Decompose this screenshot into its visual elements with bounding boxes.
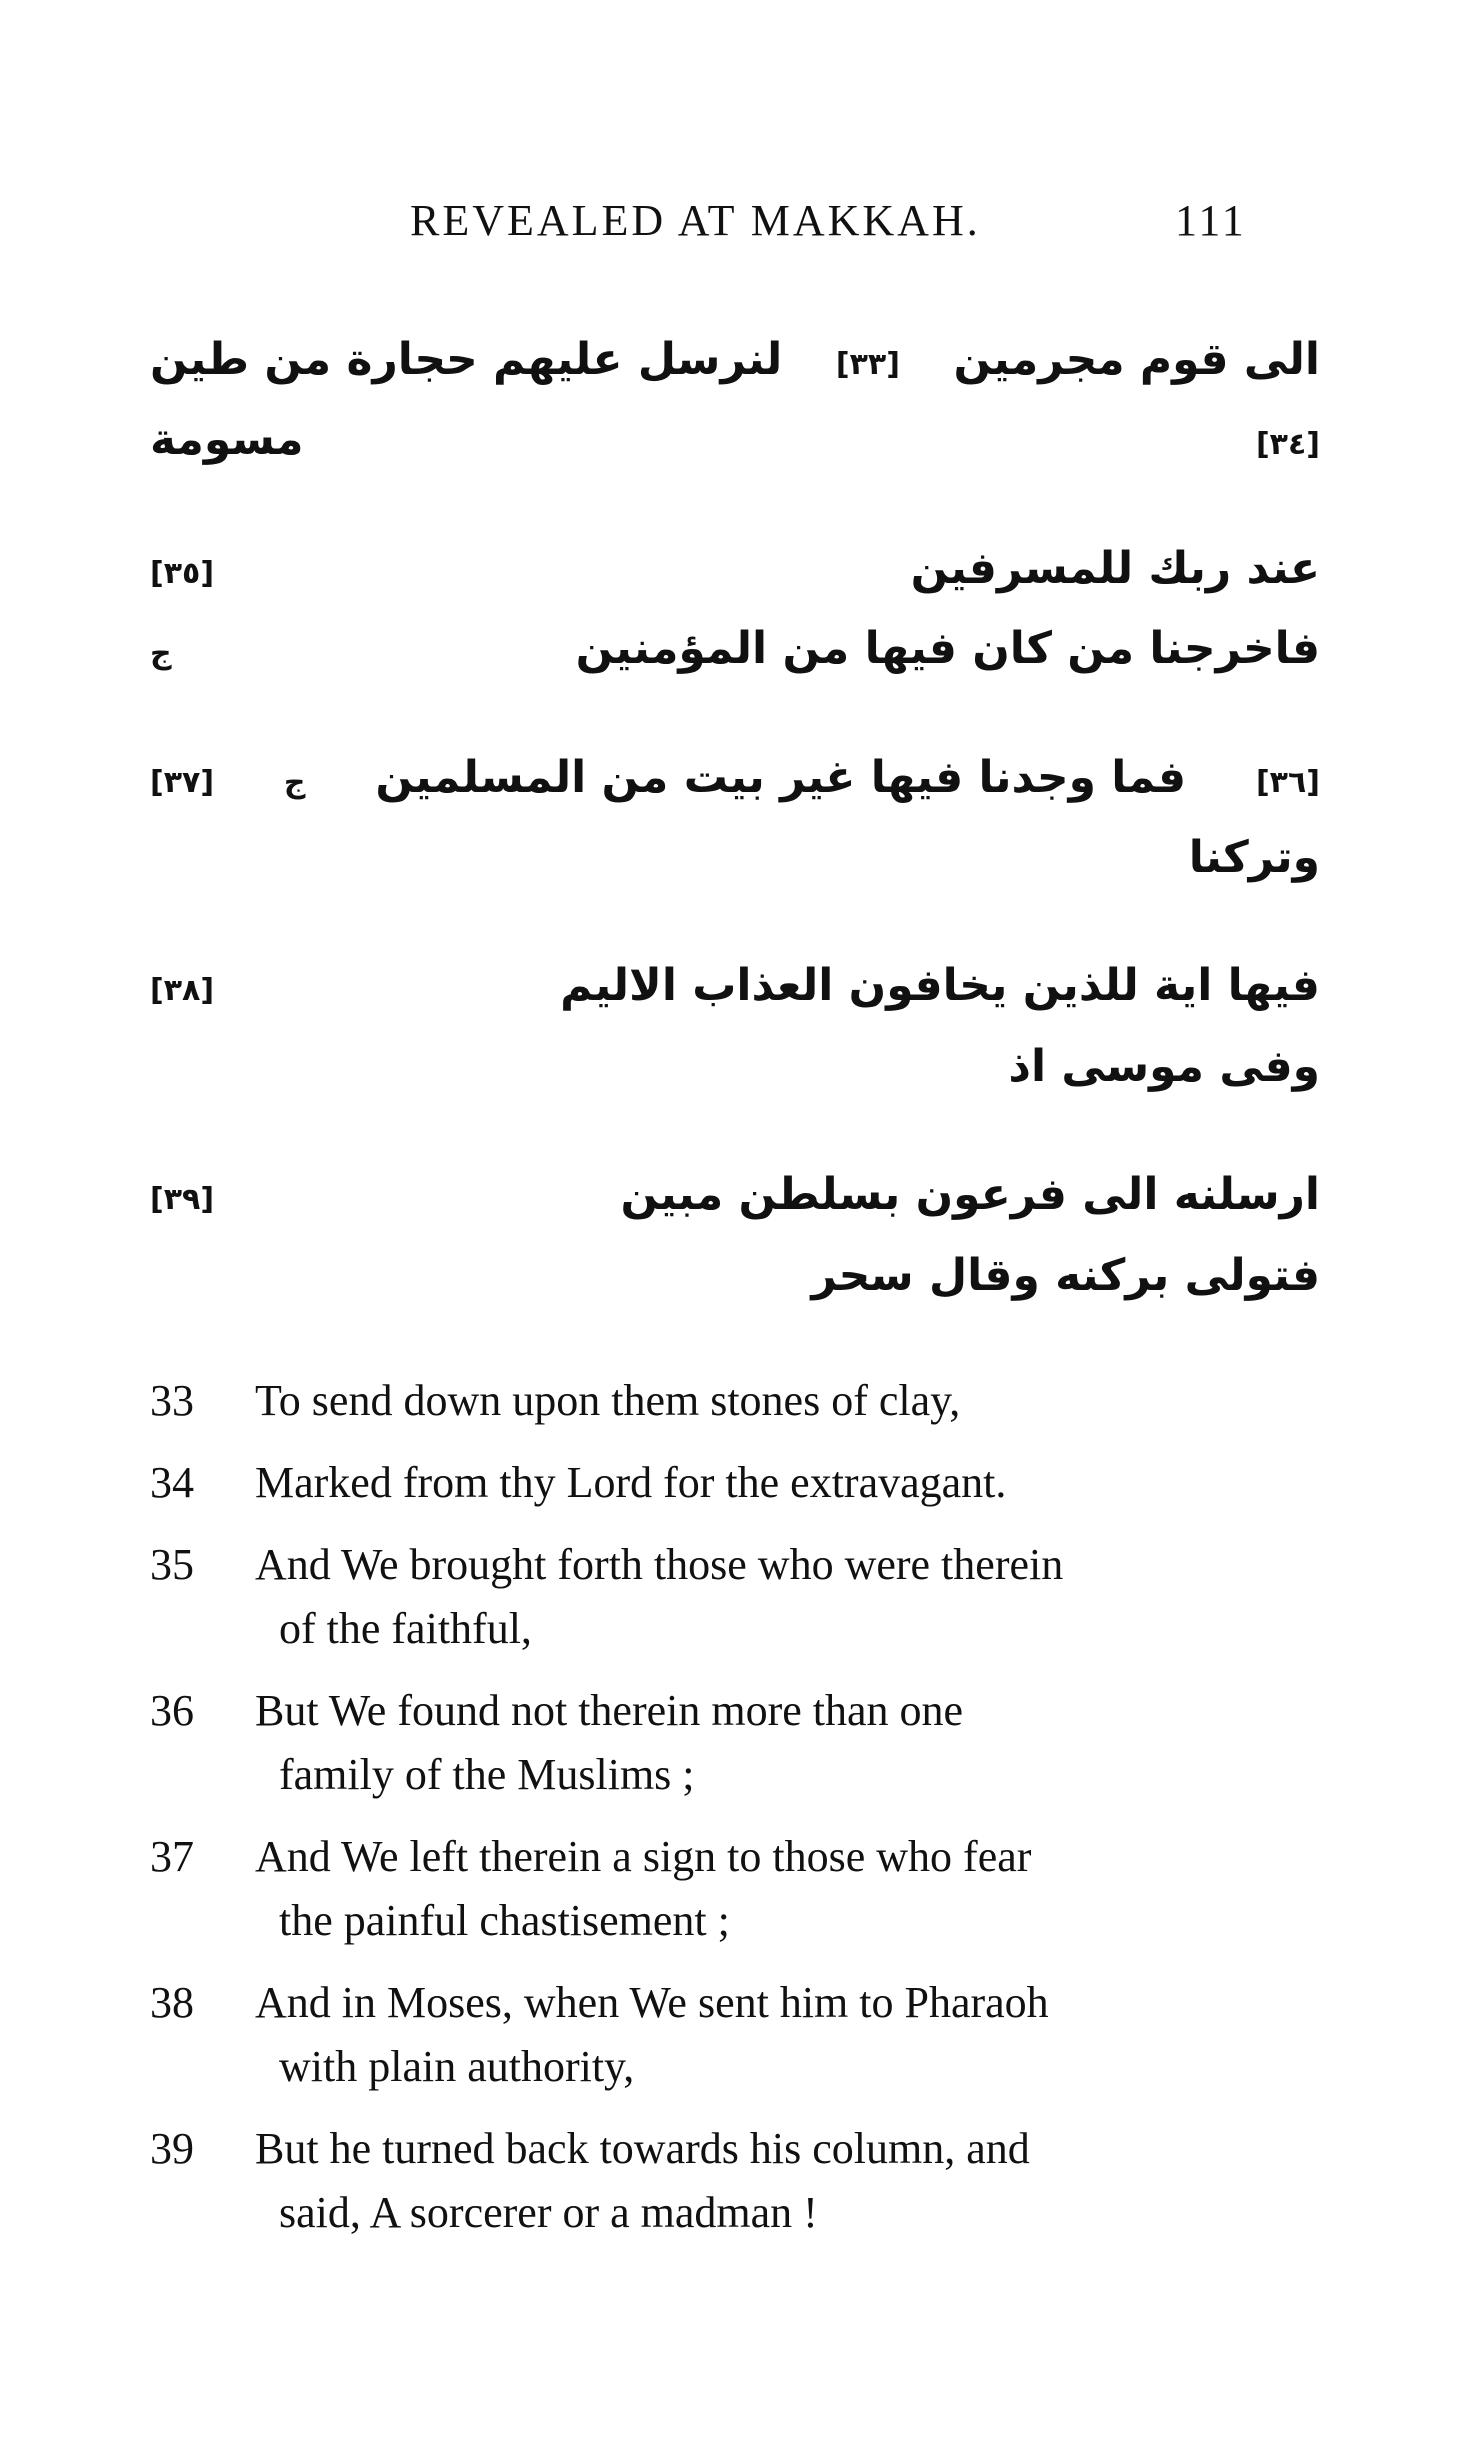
verse [150,1825,1320,1953]
verse-line: But he turned back towards his column, and [255,2123,1030,2173]
verse-line: And We left therein a sign to those who fear [255,1831,1032,1881]
running-title: REVEALED AT MAKKAH. [410,196,981,245]
arabic-segment: فتولی برکنه وقال سحر [811,1249,1320,1301]
arabic-segment: عند ربك للمسرفین [910,542,1320,594]
verse-number: 35 [150,1539,194,1589]
verse-line: of the faithful, [279,1603,532,1653]
verse [150,1533,1320,1661]
arabic-segment: الی قوم مجرمین [953,334,1320,385]
pause-mark: ج [150,636,172,672]
verse-marker: [٣٦] [1255,764,1320,800]
verse-number: 36 [150,1685,194,1735]
arabic-row [150,534,1320,685]
arabic-segment: فاخرجنا من کان فیها من المؤمنین [575,623,1320,675]
verse [150,1451,1320,1515]
verse-number: 37 [150,1831,194,1881]
arabic-segment: فیها ایة للذین یخافون العذاب الالیم [560,960,1320,1012]
verse [150,1679,1320,1807]
verse-line: But We found not therein more than one [255,1685,964,1735]
verse-line: Marked from thy Lord for the extravagant. [255,1457,1007,1507]
verse-line: family of the Muslims ; [279,1749,695,1799]
verse-marker: [٣٤] [1255,427,1320,463]
page-number: 111 [1175,196,1247,245]
verse-line: And We brought forth those who were therein [255,1539,1064,1589]
verse-line: said, A sorcerer or a madman ! [279,2187,818,2237]
verse-line: To send down upon them stones of clay, [255,1375,961,1425]
verse-marker: [٣٥] [150,555,215,591]
arabic-row [150,1160,1320,1311]
arabic-segment: لنرسل علیهم حجارة من طین [150,334,783,385]
verse-line: the painful chastisement ; [279,1895,730,1945]
arabic-segment: مسومة [150,414,304,466]
verse-number: 34 [150,1457,194,1507]
pause-mark: ج [283,764,306,800]
verse [150,2117,1320,2245]
arabic-segment: وفی موسی اذ [1008,1040,1320,1092]
arabic-row [150,743,1320,894]
arabic-segment: فما وجدنا فیها غیر بیت من المسلمین [375,751,1187,803]
verse-line: with plain authority, [279,2041,635,2091]
verse-marker: [٣٨] [150,973,215,1009]
verse-number: 39 [150,2123,194,2173]
verse-marker: [٣٣] [835,347,900,382]
verse-line: And in Moses, when We sent him to Pharaoh [255,1977,1049,2027]
arabic-segment: وترکنا [1188,831,1320,883]
page-header [0,195,1470,255]
verse-number: 38 [150,1977,194,2027]
verse-number: 33 [150,1375,194,1425]
verse-marker: [٣٧] [150,764,215,800]
arabic-segment: ارسلنه الی فرعون بسلطن مبین [620,1169,1320,1221]
translation-block [150,1369,1320,2245]
verse [150,1369,1320,1433]
verse [150,1971,1320,2099]
arabic-row [150,325,1320,476]
arabic-text-block [150,325,1320,1311]
arabic-row [150,951,1320,1102]
verse-marker: [٣٩] [150,1182,215,1218]
